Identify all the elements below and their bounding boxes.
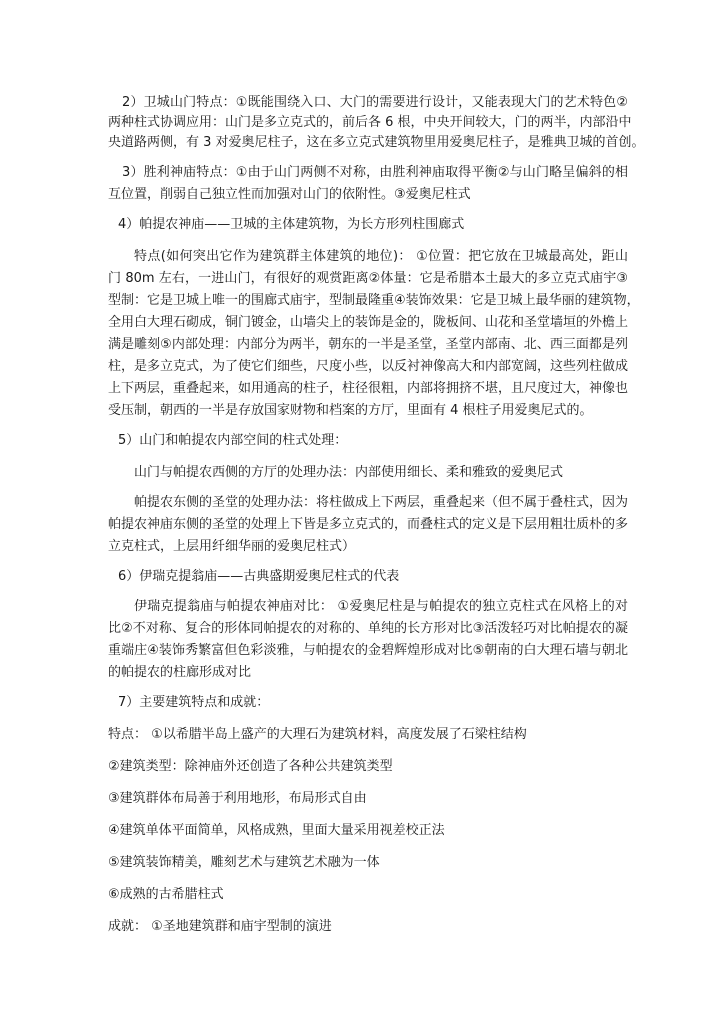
text-line: 特点(如何突出它作为建筑群主体建筑的地位)： ①位置：把它放在卫城最高处，距山 (134, 249, 628, 264)
section-heading: 6）伊瑞克提翁庙——古典盛期爱奥尼柱式的代表 (118, 569, 400, 584)
text-line: ④建筑单体平面简单，风格成熟，里面大量采用视差校正法 (108, 823, 445, 838)
text-line: 门 80m 左右，一进山门，有很好的观赏距离②体量：它是希腊本土最大的多立克式庙宇③ (108, 271, 628, 286)
text-line: 立克柱式，上层用纤细华丽的爱奥尼柱式） (108, 539, 356, 554)
text-line: 央道路两侧，有 3 对爱奥尼柱子，这在多立克式建筑物里用爱奥尼柱子，是雅典卫城的首创。 (108, 135, 645, 150)
text-line: 伊瑞克提翁庙与帕提农神庙对比： ①爱奥尼柱是与帕提农的独立克柱式在风格上的对 (134, 599, 628, 614)
text-line: 3）胜利神庙特点：①由于山门两侧不对称，由胜利神庙取得平衡②与山门略呈偏斜的相 (122, 165, 628, 180)
text-line: 互位置，削弱自己独立性而加强对山门的依附性。③爱奥尼柱式 (108, 187, 471, 202)
text-line: ⑥成熟的古希腊柱式 (108, 887, 224, 902)
text-line: 上下两层，重叠起来，如用通高的柱子，柱径很粗，内部将拥挤不堪，且尺度过大，神像也 (108, 381, 629, 396)
text-line: 受压制，朝西的一半是存放国家财物和档案的方厅，里面有 4 根柱子用爱奥尼式的。 (108, 403, 593, 418)
text-line: 柱，是多立克式，为了使它们细些，尺度小些，以反衬神像高大和内部宽阔，这些列柱做成 (108, 359, 629, 374)
section-heading: 7）主要建筑特点和成就： (118, 695, 270, 710)
text-line: 型制：它是卫城上唯一的围廊式庙宇，型制最隆重④装饰效果：它是卫城上最华丽的建筑物， (108, 293, 640, 308)
text-line: 帕提农神庙东侧的圣堂的处理上下皆是多立克式的，而叠柱式的定义是下层用粗壮质朴的多 (108, 517, 629, 532)
text-line: 比②不对称、复合的形体同帕提农的对称的、单纯的长方形对比③活泼轻巧对比帕提农的凝 (108, 621, 628, 636)
text-line: ③建筑群体布局善于利用地形，布局形式自由 (108, 791, 367, 806)
text-line: ⑤建筑装饰精美，雕刻艺术与建筑艺术融为一体 (108, 855, 380, 870)
text-line: ②建筑类型：除神庙外还创造了各种公共建筑类型 (108, 759, 393, 774)
section-heading: 5）山门和帕提农内部空间的柱式处理： (118, 433, 348, 448)
text-line: 成就： ①圣地建筑群和庙宇型制的演进 (108, 919, 332, 934)
text-line: 2）卫城山门特点：①既能围绕入口、大门的需要进行设计，又能表现大门的艺术特色② (122, 95, 628, 110)
text-line: 全用白大理石砌成，铜门镀金，山墙尖上的装饰是金的，陇板间、山花和圣堂墙垣的外檐上 (108, 315, 629, 330)
text-line: 满是雕刻⑤内部处理：内部分为两半，朝东的一半是圣堂，圣堂内部南、北、西三面都是列 (108, 337, 628, 352)
text-line: 两种柱式协调应用：山门是多立克式的，前后各 6 根，中央开间较大，门的两半，内部沿中 (108, 115, 632, 130)
section-heading: 4）帕提农神庙——卫城的主体建筑物，为长方形列柱围廊式 (118, 217, 465, 232)
text-line: 特点： ①以希腊半岛上盛产的大理石为建筑材料，高度发展了石梁柱结构 (108, 727, 527, 742)
text-line: 重端庄④装饰秀繁富但色彩淡雅，与帕提农的金碧辉煌形成对比⑤朝南的白大理石墙与朝北 (108, 643, 628, 658)
text-line: 的帕提农的柱廊形成对比 (108, 665, 252, 680)
text-line: 帕提农东侧的圣堂的处理办法：将柱做成上下两层，重叠起来（但不属于叠柱式，因为 (134, 495, 629, 510)
text-line: 山门与帕提农西侧的方厅的处理办法：内部使用细长、柔和雅致的爱奥尼式 (134, 465, 564, 480)
